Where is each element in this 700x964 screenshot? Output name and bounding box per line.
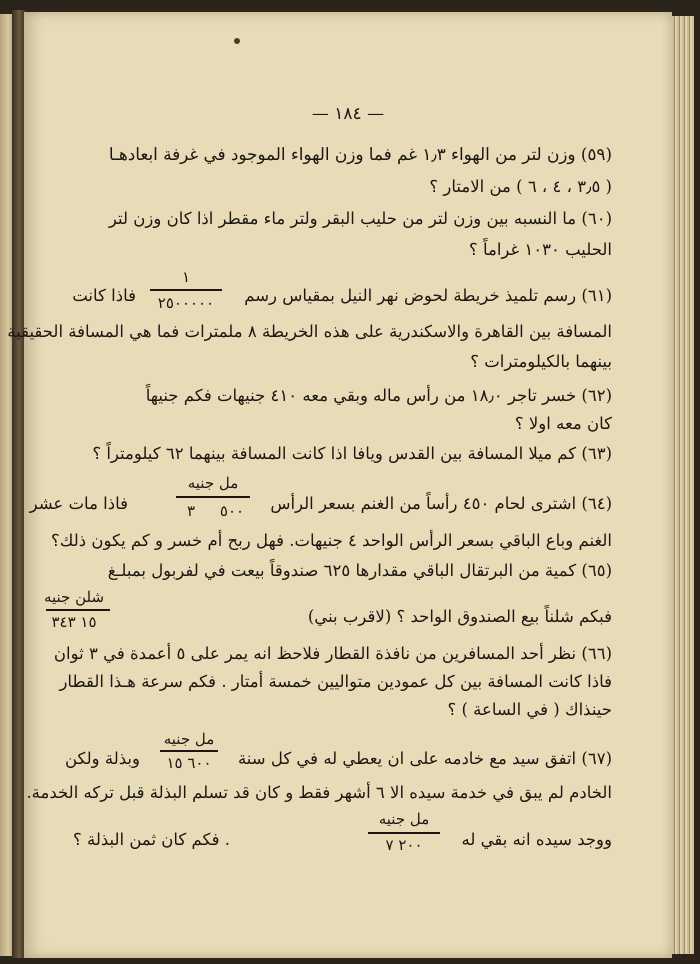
amount-units: شلن جنيه — [43, 588, 105, 606]
problem-67-line-2: الخادم لم يبق في خدمة سيده الا ٦ أشهر فقط و كان قد تسلم البذلة قبل تركه الخدمة. — [26, 783, 612, 802]
problem-65-line-1: (٦٥) كمية من البرتقال الباقي مقدارها ٦٢٥ صندوقاً بيعت في لفربول بمبلـغ — [107, 561, 612, 580]
remaining-units: مل جنيه — [378, 810, 430, 828]
problem-60-line-1: (٦٠) ما النسبه بين وزن لتر من حليب البقر ولتر ماء مقطر اذا كان وزن لتر — [108, 209, 612, 228]
problem-59-line-2: ( ٣٫٥ ، ٤ ، ٦ ) من الامتار ؟ — [429, 177, 612, 196]
problem-62-line-1: (٦٢) خسر تاجر ١٨٫٠ من رأس ماله وبقي معه ٤١٠ جنيهات فكم جنيهاً — [145, 386, 612, 405]
remaining-values: ٢٠٠ ٧ — [385, 836, 423, 854]
problem-63: (٦٣) كم ميلا المسافة بين القدس ويافا اذا كانت المسافة بينهما ٦٢ كيلومتراً ؟ — [92, 444, 612, 463]
remaining-fraction-bar — [368, 832, 440, 834]
scale-fraction-bar — [150, 289, 222, 291]
problem-66-line-3: حينذاك ( في الساعة ) ؟ — [447, 700, 612, 719]
price-units: مل جنيه — [187, 474, 239, 492]
salary-values: ٦٠٠ ١٥ — [166, 754, 212, 772]
problem-64-line-1-end: فاذا مات عشر — [29, 494, 128, 513]
problem-65-line-2: فبكم شلناً بيع الصندوق الواحد ؟ (لاقرب بني) — [307, 607, 612, 626]
amount-fraction-bar — [46, 609, 110, 611]
scale-numerator: ١ — [181, 268, 191, 286]
ink-spot — [234, 38, 240, 44]
problem-61-line-2: المسافة بين القاهرة والاسكندرية على هذه الخريطة ٨ ملمترات فما هي المسافة الحقيقية — [7, 322, 612, 341]
problem-61-line-1-start: (٦١) رسم تلميذ خريطة لحوض نهر النيل بمقياس رسم — [244, 286, 612, 305]
page-edges — [672, 16, 694, 954]
problem-64-line-2: الغنم وباع الباقي بسعر الرأس الواحد ٤ جنيهات. فهل ربح أم خسر و كم يكون ذلك؟ — [51, 531, 612, 550]
price-value-mil: ٥٠٠ — [219, 502, 245, 520]
problem-62-line-2: كان معه اولا ؟ — [514, 414, 612, 433]
salary-fraction-bar — [160, 750, 218, 752]
problem-61-line-1-end: فاذا كانت — [72, 286, 136, 305]
problem-67-line-3-start: ووجد سيده انه بقي له — [461, 830, 612, 849]
scale-denominator: ٢٥٠٠٠٠٠ — [157, 294, 215, 312]
problem-67-line-1-end: وبذلة ولكن — [64, 749, 140, 768]
problem-61-line-3: بينهما بالكيلومترات ؟ — [470, 352, 612, 371]
problem-67-line-1-start: (٦٧) اتفق سيد مع خادمه على ان يعطي له في كل سنة — [237, 749, 612, 768]
amount-values: ١٥ ٣٤٣ — [51, 613, 97, 631]
problem-67-line-3-end: . فكم كان ثمن البذلة ؟ — [72, 830, 230, 849]
page-number: — ١٨٤ — — [311, 104, 385, 124]
price-fraction-bar — [176, 496, 250, 498]
problem-66-line-2: فاذا كانت المسافة بين كل عمودين متواليين خمسة أمتار . فكم سرعة هـذا القطار — [59, 672, 612, 691]
problem-59-line-1: (٥٩) وزن لتر من الهواء ١٫٣ غم فما وزن الهواء الموجود في غرفة ابعادهـا — [108, 144, 612, 164]
problem-64-line-1-start: (٦٤) اشترى لحام ٤٥٠ رأساً من الغنم بسعر الرأس — [270, 494, 612, 513]
book-page — [7, 12, 672, 958]
price-value-pound: ٣ — [186, 502, 196, 520]
salary-units: مل جنيه — [163, 730, 215, 748]
problem-60-line-2: الحليب ١٠٣٠ غراماً ؟ — [468, 240, 612, 259]
problem-66-line-1: (٦٦) نظر أحد المسافرين من نافذة القطار فلاحظ انه يمر على ٥ أعمدة في ٣ ثوان — [53, 644, 612, 663]
